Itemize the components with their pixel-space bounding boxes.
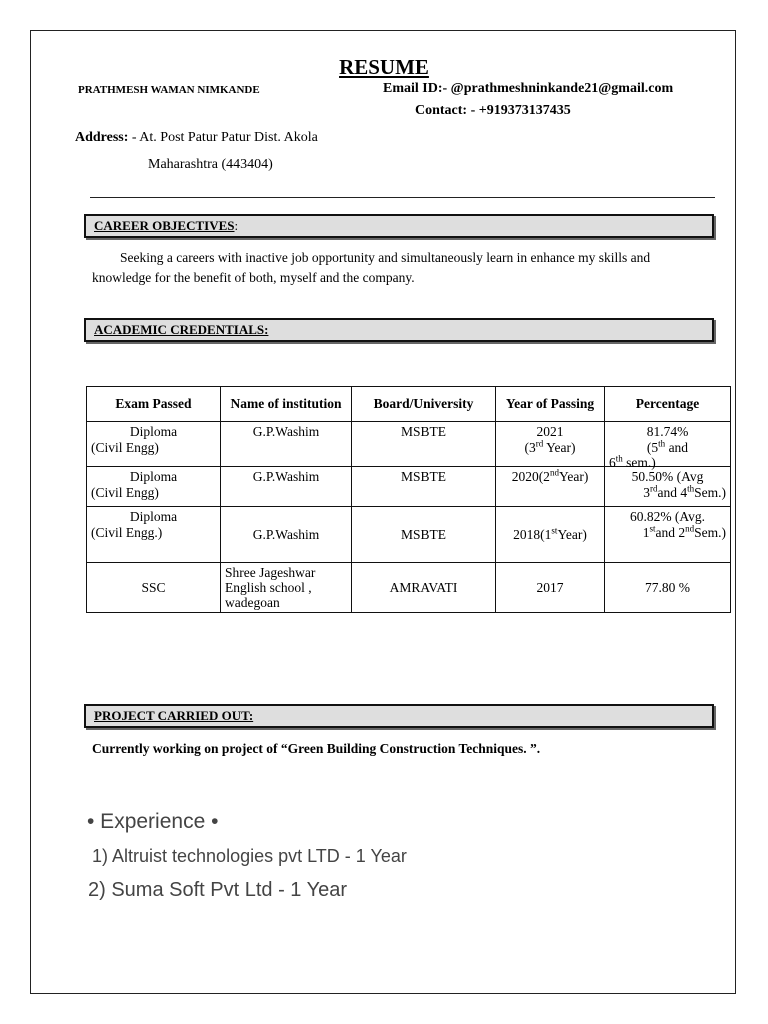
table-row [87, 422, 731, 467]
cell-year: 2018(1stYear) [496, 507, 605, 563]
academic-table [86, 386, 731, 613]
cell-institution: G.P.Washim [221, 467, 352, 507]
cell-percentage: 77.80 % [605, 563, 731, 613]
cell-percentage: 50.50% (Avg 3rdand 4thSem.) [605, 467, 731, 507]
address-line-2: Maharashtra (443404) [148, 157, 273, 172]
email-line [383, 81, 673, 97]
cell-year: 2020(2ndYear) [496, 467, 605, 507]
cell-institution: G.P.Washim [221, 507, 352, 563]
experience-item: 1) Altruist technologies pvt LTD - 1 Year [92, 846, 407, 866]
career-objectives-label: CAREER OBJECTIVES [94, 218, 235, 233]
header-divider [90, 197, 715, 198]
table-row [87, 563, 731, 613]
table-row [87, 507, 731, 563]
cell-institution: Shree Jageshwar English school , wadegoan [221, 563, 352, 613]
academic-credentials-heading [84, 318, 714, 342]
col-year: Year of Passing [496, 387, 605, 422]
email-value: @prathmeshninkande21@gmail.com [450, 81, 674, 96]
cell-exam: Diploma (Civil Engg) [87, 467, 221, 507]
project-label: PROJECT CARRIED OUT: [94, 708, 254, 723]
experience-heading: • Experience • [87, 810, 219, 833]
table-header-row [87, 387, 731, 422]
project-heading [84, 704, 714, 728]
cell-board: MSBTE [352, 467, 496, 507]
project-text: Currently working on project of “Green Building Construction Techniques. ”. [92, 741, 541, 756]
resume-title: RESUME [339, 55, 429, 79]
cell-board: AMRAVATI [352, 563, 496, 613]
career-objective-text: Seeking a careers with inactive job opportunity and simultaneously learn in enhance my skills and knowledge for the benefit of both, myself and the company. [92, 250, 651, 285]
cell-percentage: 81.74% (5th and 6th sem.) [605, 422, 731, 467]
address-line-1 [75, 130, 318, 146]
address-text-1: - At. Post Patur Patur Dist. Akola [131, 130, 318, 145]
cell-exam: Diploma (Civil Engg) [87, 422, 221, 467]
cell-board: MSBTE [352, 507, 496, 563]
cell-exam: Diploma (Civil Engg.) [87, 507, 221, 563]
experience-item: 2) Suma Soft Pvt Ltd - 1 Year [88, 879, 348, 901]
cell-board: MSBTE [352, 422, 496, 467]
contact-line [415, 103, 571, 119]
cell-exam: SSC [87, 563, 221, 613]
career-objectives-heading [84, 214, 714, 238]
col-percentage: Percentage [605, 387, 731, 422]
col-exam-passed: Exam Passed [87, 387, 221, 422]
address-label: Address: [75, 130, 129, 145]
academic-credentials-label: ACADEMIC CREDENTIALS: [94, 322, 269, 337]
career-objectives-colon: : [234, 218, 239, 233]
email-label: Email ID:- [383, 81, 448, 96]
cell-year: 2021 (3rd Year) [496, 422, 605, 467]
cell-percentage: 60.82% (Avg. 1stand 2ndSem.) [605, 507, 731, 563]
col-institution: Name of institution [221, 387, 352, 422]
col-board: Board/University [352, 387, 496, 422]
contact-label: Contact: - [415, 103, 476, 118]
cell-institution: G.P.Washim [221, 422, 352, 467]
contact-value: +919373137435 [478, 103, 571, 118]
candidate-name: PRATHMESH WAMAN NIMKANDE [78, 84, 260, 96]
table-row [87, 467, 731, 507]
cell-year: 2017 [496, 563, 605, 613]
